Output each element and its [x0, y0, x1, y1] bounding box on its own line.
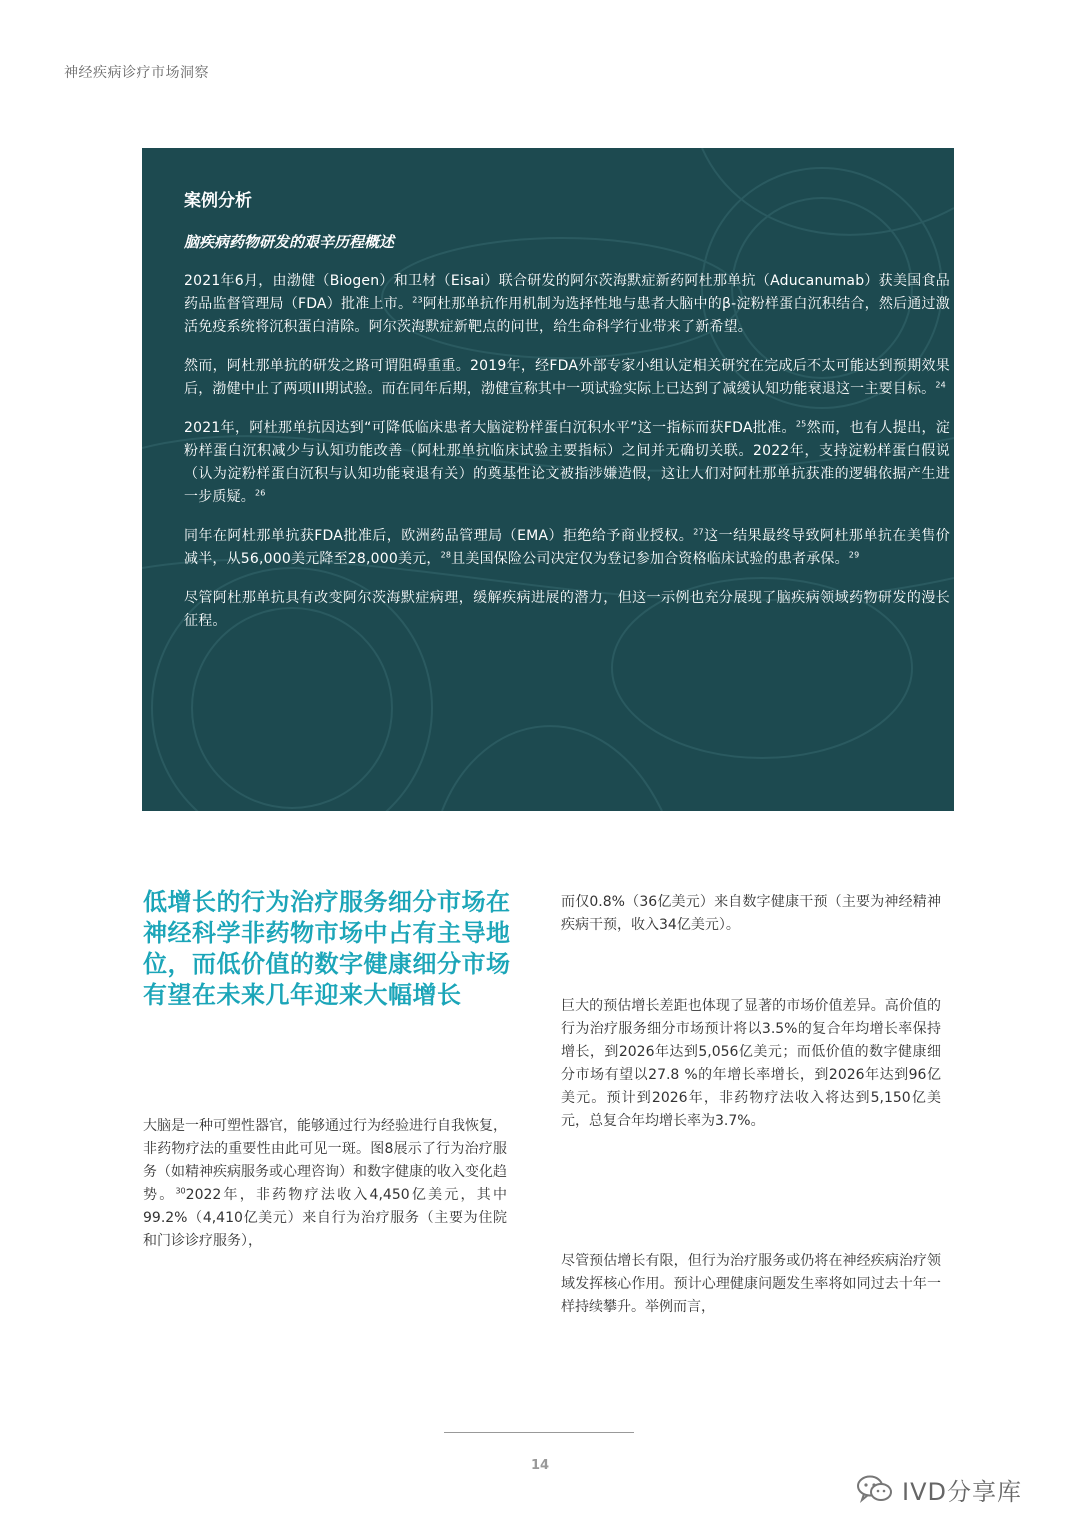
left-body-paragraph — [143, 1115, 507, 1253]
footnote-ref: 23 — [412, 295, 423, 305]
case-paragraph-4 — [184, 525, 950, 571]
case-study-box — [142, 148, 954, 811]
watermark-text: IVD分享库 — [902, 1477, 1022, 1506]
right-body-paragraph-3: 尽管预估增长有限，但行为治疗服务或仍将在神经疾病治疗领域发挥核心作用。预计心理健康问题发生率将如同过去十年一样持续攀升。举例而言， — [561, 1253, 941, 1315]
case-study-title: 脑疾病药物研发的艰辛历程概述 — [184, 233, 395, 251]
footnote-ref: 24 — [935, 380, 946, 390]
case-paragraph-1 — [184, 270, 950, 339]
case-paragraph-3-tail: 然而，也有人提出，淀粉样蛋白沉积减少与认知功能改善（阿杜那单抗临床试验主要指标）之间并无确切关联。2022年，支持淀粉样蛋白假说（认为淀粉样蛋白沉积与认知功能衰退有关）的奠基性论文被指涉嫌造假，这让人们对阿杜那单抗获准的逻辑依据产生进一步质疑。 — [184, 420, 951, 505]
case-paragraph-1-text: 2021年6月，由渤健（Biogen）和卫材（Eisai）联合研发的阿尔茨海默症新药阿杜那单抗（Aducanumab）获美国食品药品监督管理局（FDA）批准上市。 — [184, 273, 950, 312]
footnote-ref: 30 — [175, 1186, 186, 1196]
footer-divider — [444, 1432, 634, 1433]
right-body-paragraph-2: 巨大的预估增长差距也体现了显著的市场价值差异。高价值的行为治疗服务细分市场预计将以3.5%的复合年均增长率保持增长，到2026年达到5,056亿美元；而低价值的数字健康细分市场有望以27.8 %的年增长率增长，到2026年达到96亿美元。预计到2026年，非药物疗法收入将达到5,150亿美元，总复合年均增长率为3.7%。 — [561, 998, 941, 1129]
case-paragraph-1-tail: 阿杜那单抗作用机制为选择性地与患者大脑中的β-淀粉样蛋白沉积结合，然后通过激活免疫系统将沉积蛋白清除。阿尔茨海默症新靶点的问世，给生命科学行业带来了新希望。 — [184, 296, 950, 335]
left-paragraph-tail: 2022年，非药物疗法收入4,450亿美元，其中99.2%（4,410亿美元）来自行为治疗服务（主要为住院和门诊诊疗服务）， — [143, 1187, 508, 1249]
footnote-ref: 26 — [255, 488, 266, 498]
wechat-icon — [856, 1474, 894, 1504]
case-paragraph-4-tail2: 且美国保险公司决定仅为登记参加合资格临床试验的患者承保。 — [451, 551, 849, 567]
watermark — [856, 1472, 1022, 1506]
case-paragraph-3 — [184, 417, 950, 509]
section-headline-block — [143, 887, 515, 1011]
page-number: 14 — [530, 1458, 550, 1473]
case-paragraph-2 — [184, 355, 950, 401]
running-header: 神经疾病诊疗市场洞察 — [64, 65, 209, 81]
case-paragraph-4-tail: 这一结果最终导致阿杜那单抗在美售价减半，从56,000美元降至28,000美元， — [184, 528, 950, 567]
footnote-ref: 25 — [795, 419, 807, 429]
left-paragraph-text: 大脑是一种可塑性器官，能够通过行为经验进行自我恢复，非药物疗法的重要性由此可见一斑。图8展示了行为治疗服务（如精神疾病服务或心理咨询）和数字健康的收入变化趋势。 — [143, 1118, 507, 1203]
right-body-paragraph-1: 而仅0.8%（36亿美元）来自数字健康干预（主要为神经精神疾病干预，收入34亿美元）。 — [561, 894, 941, 933]
section-headline: 低增长的行为治疗服务细分市场在神经科学非药物市场中占有主导地位，而低价值的数字健康细分市场有望在未来几年迎来大幅增长 — [143, 888, 511, 1009]
footnote-ref: 29 — [848, 550, 860, 560]
case-paragraph-3-text: 2021年，阿杜那单抗因达到“可降低临床患者大脑淀粉样蛋白沉积水平”这一指标而获FDA批准。 — [184, 420, 796, 436]
case-paragraph-4-text: 同年在阿杜那单抗获FDA批准后，欧洲药品管理局（EMA）拒绝给予商业授权。 — [184, 528, 694, 544]
case-paragraph-5-text: 尽管阿杜那单抗具有改变阿尔茨海默症病理，缓解疾病进展的潜力，但这一示例也充分展现了脑疾病领域药物研发的漫长征程。 — [184, 590, 950, 629]
case-study-content — [184, 190, 950, 649]
footnote-ref: 27 — [693, 527, 704, 537]
case-paragraph-5 — [184, 587, 950, 633]
case-paragraph-2-text: 然而，阿杜那单抗的研发之路可谓阻碍重重。2019年，经FDA外部专家小组认定相关研究在完成后不太可能达到预期效果后，渤健中止了两项III期试验。而在同年后期，渤健宣称其中一项试验实际上已达到了减缓认知功能衰退这一主要目标。 — [184, 358, 950, 397]
footnote-ref: 28 — [440, 550, 452, 560]
case-study-label: 案例分析 — [184, 191, 252, 211]
